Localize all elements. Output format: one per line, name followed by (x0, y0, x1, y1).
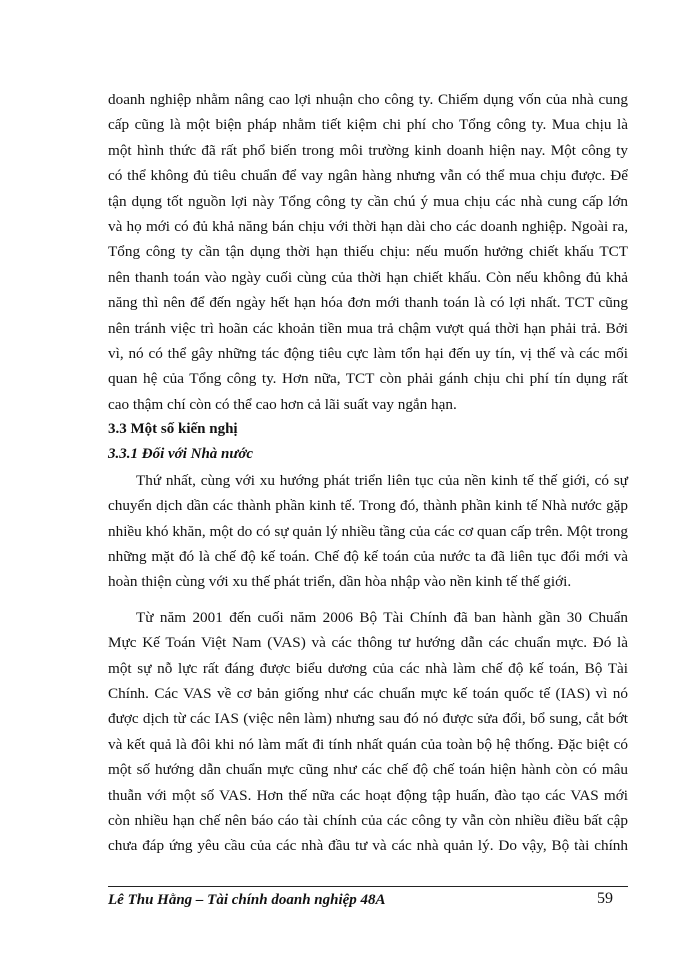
text-line: quan hệ của Tổng công ty. Hơn nữa, TCT còn phải gánh chịu chi phí tín dụng rất (108, 370, 628, 388)
footer-author: Lê Thu Hằng – Tài chính doanh nghiệp 48A (108, 892, 386, 908)
paragraph-state-recommendation (108, 468, 628, 595)
text-line: một số hướng dẫn chuẩn mực cũng như các chế độ chế toán hiện hành còn có mâu (108, 761, 628, 779)
text-line: tận dụng tốt nguồn lợi này Tổng công ty cần chú ý mua chịu các nhà cung cấp lớn (108, 192, 628, 210)
text-line: Tổng công ty cần tận dụng thời hạn thiếu chịu: nếu muốn hưởng chiết khấu TCT (108, 243, 628, 261)
text-line: còn nhiều hạn chế nên báo cáo tài chính của các công ty vẫn còn nhiều điều bất cập (108, 811, 628, 829)
page-body (108, 87, 628, 859)
paragraph-vas-standards (108, 605, 628, 859)
text-line: Thứ nhất, cùng với xu hướng phát triển liên tục của nền kinh tế thế giới, có sự (136, 471, 628, 489)
text-line: vì, nó có thể gây những tác động tiêu cực làm tổn hại đến uy tín, vị thế và các mối (108, 344, 628, 362)
text-line: doanh nghiệp nhằm nâng cao lợi nhuận cho công ty. Chiếm dụng vốn của nhà cung (108, 91, 628, 108)
text-line: nhiều khó khăn, một do có sự quản lý nhiều tầng của các cơ quan cấp trên. Một trong (108, 522, 628, 540)
text-line: nên thanh toán vào ngày cuối cùng của thời hạn chiết khấu. Còn nếu không đủ khả (108, 268, 628, 286)
page-number: 59 (597, 890, 613, 907)
text-line: một sự nỗ lực rất đáng được biểu dương của các nhà làm chế độ kế toán, Bộ Tài (108, 659, 628, 677)
section-heading: 3.3 Một số kiến nghị (108, 421, 238, 438)
text-line: cấp cũng là một biện pháp nhằm tiết kiệm chi phí cho Tổng công ty. Mua chịu là (108, 116, 628, 134)
text-line: chưa đáp ứng yêu cầu của các nhà đầu tư và các nhà quản lý. Do vậy, Bộ tài chính (108, 837, 628, 855)
text-line: năng thì nên để đến ngày hết hạn hóa đơn mới thanh toán là có lợi nhất. TCT cũng (108, 294, 628, 312)
text-line: Từ năm 2001 đến cuối năm 2006 Bộ Tài Chính đã ban hành gần 30 Chuẩn (136, 608, 628, 626)
text-line: cao thậm chí còn có thể cao hơn cả lãi suất vay ngắn hạn. (108, 395, 457, 413)
text-line: được dịch từ các IAS (việc nên làm) nhưng sau đó nó được sửa đổi, bổ sung, cắt bớt (108, 710, 628, 728)
text-line: hoàn thiện cùng với xu thế phát triển, dần hòa nhập vào nền kinh tế thế giới. (108, 573, 572, 591)
text-line: những mặt đó là chế độ kế toán. Chế độ kế toán của nước ta đã liên tục đổi mới và (108, 548, 628, 566)
paragraph-gap (108, 595, 628, 605)
text-line: thuẫn với một số VAS. Hơn thế nữa các hoạt động tập huấn, đào tạo các VAS mới (108, 786, 628, 804)
text-line: một hình thức đã rất phổ biến trong môi trường kinh doanh hiện nay. Một công ty (108, 141, 628, 159)
subsection-heading: 3.3.1 Đối với Nhà nước (108, 446, 254, 463)
text-line: và kết quả là đôi khi nó làm mất đi tính nhất quán của toàn bộ hệ thống. Đặc biệt có (108, 735, 628, 753)
text-line: và họ mới có đủ khả năng bán chịu với thời hạn dài cho các doanh nghiệp. Ngoài ra, (108, 217, 628, 235)
text-line: Chính. Các VAS về cơ bản giống như các chuẩn mực kế toán quốc tế (IAS) vì nó (108, 684, 628, 702)
footer-divider (108, 886, 628, 887)
paragraph-working-capital (108, 87, 628, 417)
text-line: Mực Kế Toán Việt Nam (VAS) và các thông tư hướng dẫn các chuẩn mực. Đó là (108, 634, 628, 652)
text-line: có thể không đủ tiêu chuẩn để vay ngân hàng nhưng vẫn có thể mua chịu được. Để (108, 167, 628, 185)
text-line: nên tránh việc trì hoãn các khoản tiền mua trả chậm vượt quá thời hạn phải trả. Bởi (108, 319, 628, 337)
text-line: chuyển dịch dần các thành phần kinh tế. Trong đó, thành phần kinh tế Nhà nước gặp (108, 497, 628, 515)
